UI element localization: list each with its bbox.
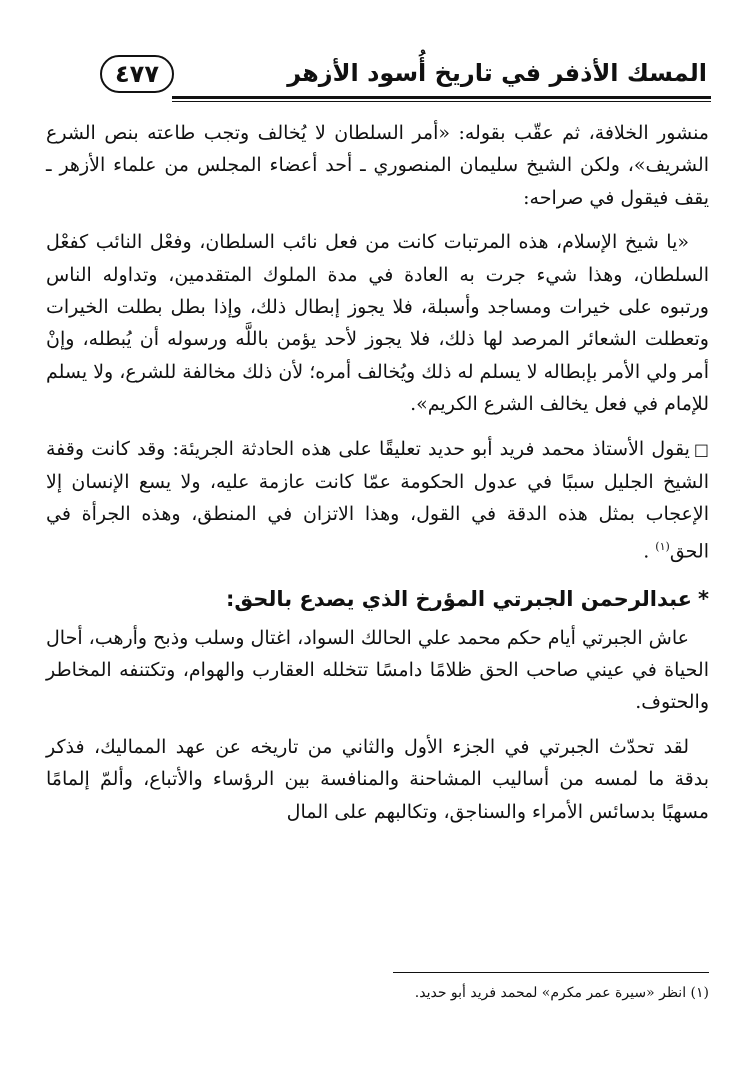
paragraph-3 — [46, 433, 709, 568]
running-header-title: المسك الأذفر في تاريخ أُسود الأزهر — [287, 59, 707, 87]
section-heading — [46, 582, 709, 616]
paragraph-1: منشور الخلافة، ثم عقّب بقوله: «أمر السلطان لا يُخالف وتجب طاعته بنص الشرع الشريف»، ولكن الشيخ سليمان المنصوري ـ أحد أعضاء المجلس من علماء الأزهر ـ يقف فيقول في صراحه: — [46, 122, 709, 209]
star-bullet-icon: * — [698, 586, 709, 611]
page-body — [46, 117, 709, 828]
paragraph-3-end: . — [643, 540, 656, 563]
paragraph-5: لقد تحدّث الجبرتي في الجزء الأول والثاني من تاريخه عن عهد المماليك، فذكر بدقة ما لمسه من أساليب المشاحنة والمنافسة بين الرؤساء والأتباع، وألمّ إلمامًا مسهبًا بدسائس الأمراء والسناجق، وتكالبهم على المال — [46, 735, 709, 823]
footnote: (١) انظر «سيرة عمر مكرم» لمحمد فريد أبو حديد. — [414, 985, 709, 1001]
page-number-badge: ٤٧٧ — [100, 55, 174, 93]
footnote-separator — [393, 972, 709, 973]
square-bullet-icon: □ — [693, 439, 709, 459]
paragraph-3-text: يقول الأستاذ محمد فريد أبو حديد تعليقًا على هذه الحادثة الجريئة: وقد كانت وقفة الشيخ الجليل سببًا في عدول الحكومة عمّا كانت عازمة عليه، ولا يسع الإنسان إلا الإعجاب بمثل هذه الدقة في القول، وهذا الاتزان في المنطق، وهذه الجرأة في الحق — [46, 437, 709, 563]
footnote-reference[interactable]: (١) — [655, 539, 670, 553]
paragraph-4: عاش الجبرتي أيام حكم محمد علي الحالك السواد، اغتال وسلب وذبح وأرهب، أحال الحياة في عيني صاحب الحق ظلامًا دامسًا تتخلله العقارب والهوام، وتكتنفه المخاطر والحتوف. — [46, 626, 709, 714]
section-heading-text: عبدالرحمن الجبرتي المؤرخ الذي يصدع بالحق: — [225, 586, 693, 611]
header-rule-thin — [172, 101, 711, 102]
paragraph-2-quote: «يا شيخ الإسلام، هذه المرتبات كانت من فعل نائب السلطان، وفعْل النائب كفعْل السلطان، وهذا شيء جرت به العادة في مدة الملوك المتقدمين، وتداوله الناس ورتبوه على خيرات ومساجد وأسبلة، فلا يجوز إبطال ذلك، وإذا بطل بطلت الخيرات وتعطلت الشعائر المرصد لها ذلك، فلا يجوز لأحد يؤمن باللَّه ورسوله أن يُبطله، وإنْ أمر ولي الأمر بإبطاله لا يسلم له ذلك ويُخالف أمره؛ لأن ذلك مخالفة للشرع، ولا يسلم للإمام في فعل يخالف الشرع الكريم». — [45, 231, 709, 416]
header-rule — [172, 96, 711, 99]
